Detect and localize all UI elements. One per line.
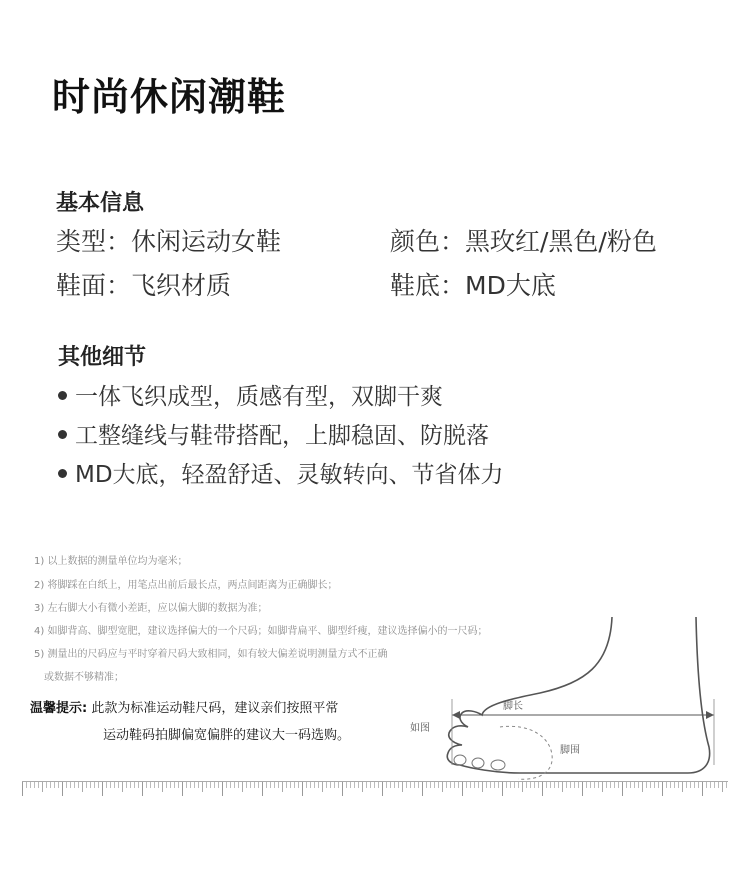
- toe-shape: [472, 758, 484, 768]
- bullet-dot-icon: [58, 391, 67, 400]
- girth-curve: [500, 726, 552, 779]
- tip-line-2: 运动鞋码拍脚偏宽偏胖的建议大一码选购。: [103, 728, 351, 743]
- tip-prefix: 温馨提示:: [30, 701, 88, 716]
- note-line: 3) 左右脚大小有微小差距，应以偏大脚的数据为准；: [34, 603, 268, 614]
- detail-item: [58, 417, 489, 450]
- type-field: 类型：休闲运动女鞋: [56, 227, 282, 256]
- foot-length-label: 脚长: [503, 701, 523, 712]
- note-line: 5) 测量出的尺码应与平时穿着尺码大致相同，如有较大偏差说明测量方式不正确: [34, 649, 388, 660]
- girth-label: 脚围: [560, 745, 580, 756]
- basic-info-heading: 基本信息: [56, 191, 145, 216]
- foot-diagram: [400, 605, 730, 795]
- arrow-left-icon: [452, 711, 460, 719]
- page-title: 时尚休闲潮鞋: [52, 75, 287, 119]
- toe-shape: [491, 760, 505, 770]
- tip-line-1: [30, 697, 338, 716]
- tip-text: 此款为标准运动鞋尺码，建议亲们按照平常: [91, 701, 339, 716]
- note-line: 4) 如脚背高、脚型宽肥，建议选择偏大的一个尺码；如脚背扁平、脚型纤瘦，建议选择偏小的一尺码；: [34, 626, 488, 637]
- note-line: 1) 以上数据的测量单位均为毫米；: [34, 556, 188, 567]
- detail-item: [58, 456, 504, 489]
- detail-text: MD大底，轻盈舒适、灵敏转向、节省体力: [75, 462, 504, 488]
- note-line: 或数据不够精准；: [44, 672, 124, 683]
- toe-shape: [454, 755, 466, 765]
- detail-item: [58, 378, 443, 411]
- sole-field: 鞋底：MD大底: [390, 271, 556, 300]
- bullet-dot-icon: [58, 430, 67, 439]
- example-label: 如图: [410, 723, 430, 734]
- color-field: 颜色：黑玫红/黑色/粉色: [390, 227, 657, 256]
- ruler-ticks: [22, 782, 728, 800]
- note-line: 2) 将脚踩在白纸上，用笔点出前后最长点，两点间距离为正确脚长；: [34, 580, 338, 591]
- upper-field: 鞋面：飞织材质: [56, 271, 232, 300]
- bullet-dot-icon: [58, 469, 67, 478]
- arrow-right-icon: [706, 711, 714, 719]
- detail-text: 工整缝线与鞋带搭配，上脚稳固、防脱落: [75, 423, 489, 449]
- details-heading: 其他细节: [58, 345, 147, 370]
- ruler: [22, 781, 728, 800]
- detail-text: 一体飞织成型，质感有型，双脚干爽: [75, 384, 443, 410]
